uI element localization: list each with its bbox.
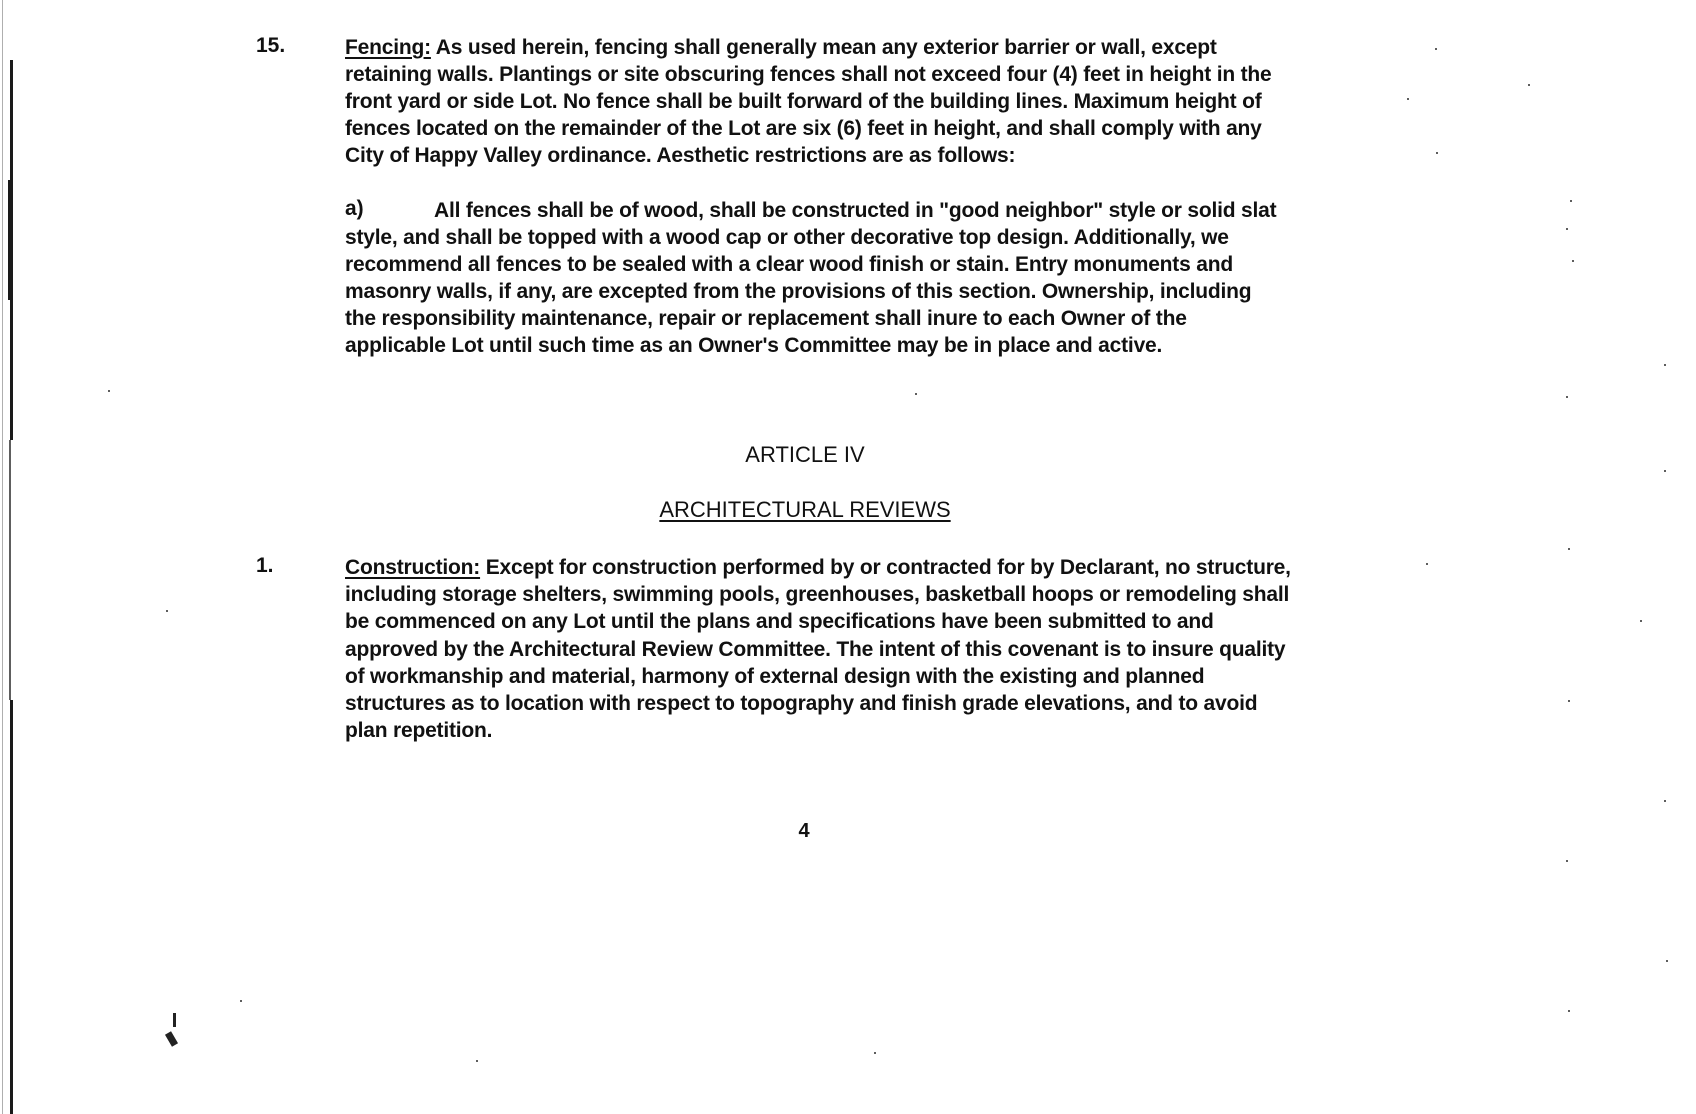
- paragraph-line: As used herein, fencing shall generally mean any exterior barrier or wall, except: [430, 36, 1217, 59]
- paragraph-line: the responsibility maintenance, repair or replacement shall inure to each Owner of the: [345, 307, 1187, 330]
- paragraph-line: plan repetition.: [345, 719, 493, 742]
- section-15-first-line: [345, 34, 1217, 62]
- subsection-label: a): [345, 197, 364, 220]
- article-title: ARTICLE IV: [745, 442, 865, 467]
- section-number: 1.: [256, 554, 274, 577]
- paragraph-line: style, and shall be topped with a wood cap or other decorative top design. Additionally, we: [345, 226, 1229, 249]
- scan-mark: [165, 1031, 178, 1047]
- paragraph-line: including storage shelters, swimming pools, greenhouses, basketball hoops or remodeling shall: [345, 583, 1290, 606]
- article-subtitle: ARCHITECTURAL REVIEWS: [659, 497, 951, 522]
- section-1-first-line: [345, 554, 1291, 582]
- paragraph-line: City of Happy Valley ordinance. Aesthetic restrictions are as follows:: [345, 144, 1016, 167]
- scan-binding-edge: [0, 0, 26, 1114]
- paragraph-line: front yard or side Lot. No fence shall be built forward of the building lines. Maximum height of: [345, 90, 1262, 113]
- paragraph-line: Except for construction performed by or contracted for by Declarant, no structure,: [480, 556, 1291, 579]
- paragraph-line: applicable Lot until such time as an Owner's Committee may be in place and active.: [345, 334, 1163, 357]
- paragraph-line: structures as to location with respect to topography and finish grade elevations, and to avoid: [345, 692, 1258, 715]
- paragraph-line: approved by the Architectural Review Committee. The intent of this covenant is to insure quality: [345, 638, 1286, 661]
- paragraph-line: of workmanship and material, harmony of external design with the existing and planned: [345, 665, 1205, 688]
- paragraph-line: fences located on the remainder of the Lot are six (6) feet in height, and shall comply with any: [345, 117, 1262, 140]
- paragraph-line: retaining walls. Plantings or site obscuring fences shall not exceed four (4) feet in height in the: [345, 63, 1272, 86]
- section-number: 15.: [256, 34, 286, 57]
- page-number: 4: [798, 820, 810, 842]
- paragraph-line: masonry walls, if any, are excepted from the provisions of this section. Ownership, including: [345, 280, 1252, 303]
- section-heading: Construction:: [345, 556, 481, 579]
- paragraph-line: recommend all fences to be sealed with a clear wood finish or stain. Entry monuments and: [345, 253, 1233, 276]
- section-heading: Fencing:: [345, 36, 431, 59]
- paragraph-line: be commenced on any Lot until the plans and specifications have been submitted to and: [345, 610, 1214, 633]
- scan-mark: [173, 1013, 176, 1027]
- paragraph-line: All fences shall be of wood, shall be constructed in "good neighbor" style or solid slat: [434, 199, 1277, 222]
